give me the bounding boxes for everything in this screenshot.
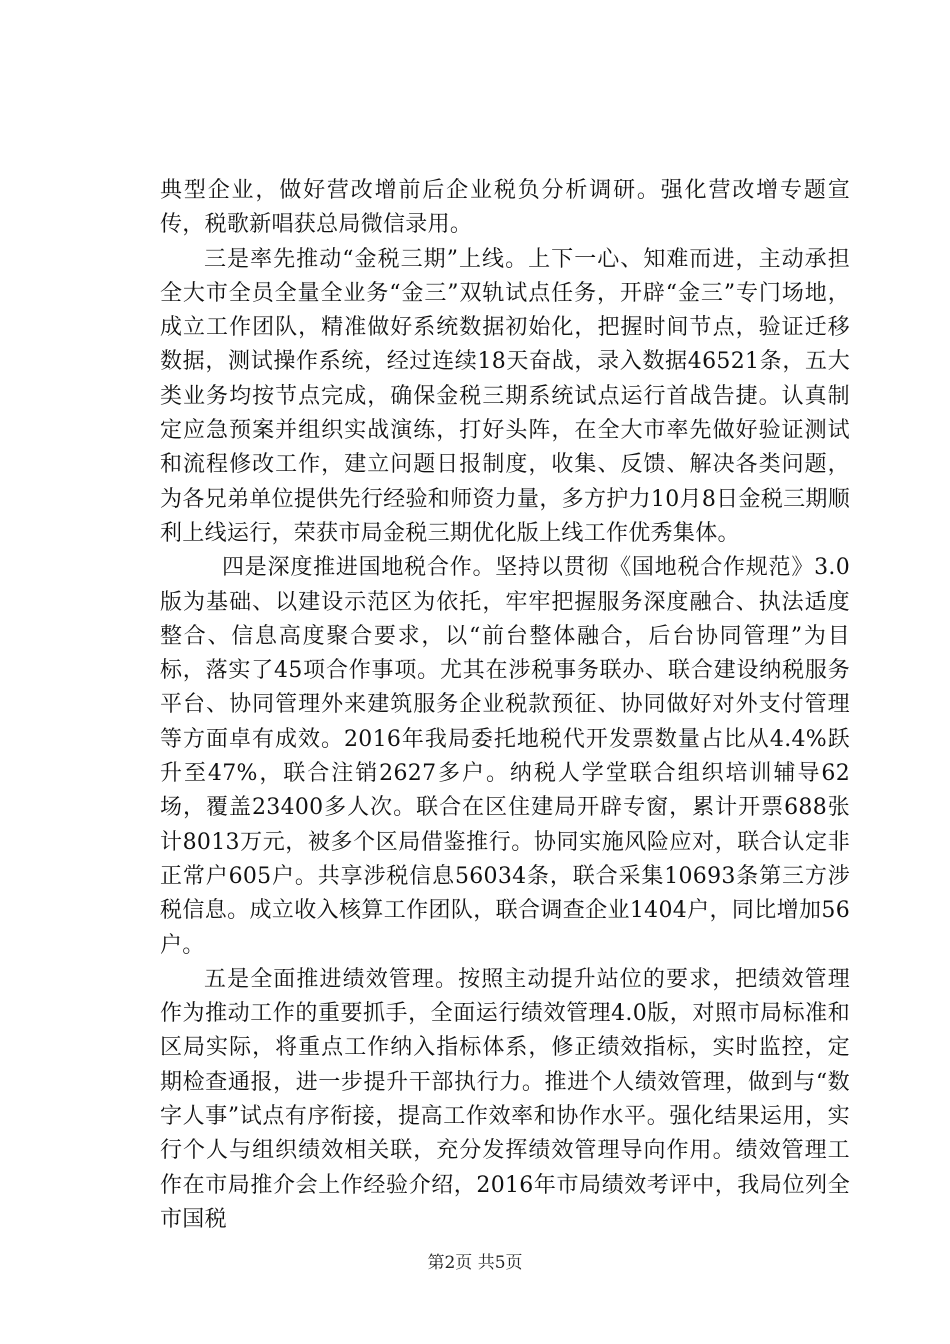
document-body	[160, 174, 850, 1237]
paragraph-performance-management: 五是全面推进绩效管理。按照主动提升站位的要求，把绩效管理作为推动工作的重要抓手，全面运行绩效管理4.0版，对照市局标准和区局实际，将重点工作纳入指标体系，修正绩效指标，实时监控，定期检查通报，进一步提升干部执行力。推进个人绩效管理，做到与“数字人事”试点有序衔接，提高工作效率和协作水平。强化结果运用，实行个人与组织绩效相关联，充分发挥绩效管理导向作用。绩效管理工作在市局推介会上作经验介绍，2016年市局绩效考评中，我局位列全市国税	[160, 966, 850, 1232]
paragraph-national-local-tax-cooperation: 四是深度推进国地税合作。坚持以贯彻《国地税合作规范》3.0版为基础、以建设示范区为依托，牢牢把握服务深度融合、执法适度整合、信息高度聚合要求，以“前台整体融合，后台协同管理”为目标，落实了45项合作事项。尤其在涉税事务联办、联合建设纳税服务平台、协同管理外来建筑服务企业税款预征、协同做好对外支付管理等方面卓有成效。2016年我局委托地税代开发票数量占比从4.4%跃升至47%，联合注销2627多户。纳税人学堂联合组织培训辅导62场，覆盖23400多人次。联合在区住建局开辟专窗，累计开票688张计8013万元，被多个区局借鉴推行。协同实施风险应对，联合认定非正常户605户。共享涉税信息56034条，联合采集10693条第三方涉税信息。成立收入核算工作团队，联合调查企业1404户，同比增加56户。	[160, 555, 850, 958]
paragraph-golden-tax-phase-three: 三是率先推动“金税三期”上线。上下一心、知难而进，主动承担全大市全员全量全业务“金三”双轨试点任务，开辟“金三”专门场地，成立工作团队，精准做好系统数据初始化，把握时间节点，验证迁移数据，测试操作系统，经过连续18天奋战，录入数据46521条，五大类业务均按节点完成，确保金税三期系统试点运行首战告捷。认真制定应急预案并组织实战演练，打好头阵，在全大市率先做好验证测试和流程修改工作，建立问题日报制度，收集、反馈、解决各类问题，为各兄弟单位提供先行经验和师资力量，多方护力10月8日金税三期顺利上线运行，荣获市局金税三期优化版上线工作优秀集体。	[160, 246, 850, 546]
paragraph-continuation: 典型企业，做好营改增前后企业税负分析调研。强化营改增专题宣传，税歌新唱获总局微信录用。	[160, 178, 850, 238]
page-number-footer: 第2页 共5页	[427, 1253, 523, 1273]
